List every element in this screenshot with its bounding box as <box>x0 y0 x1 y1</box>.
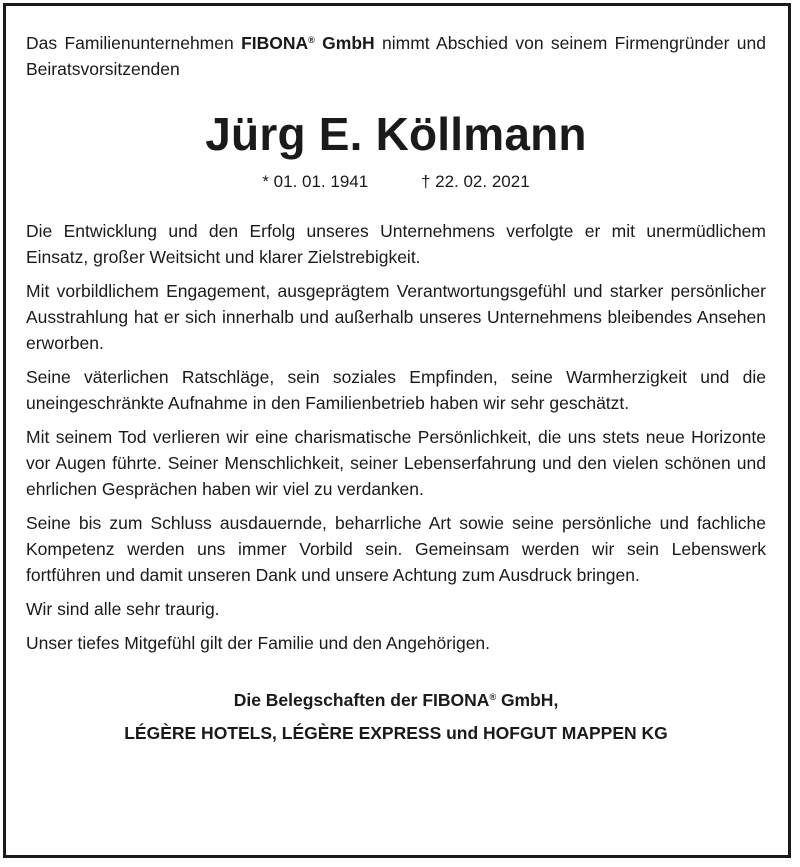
paragraph: Wir sind alle sehr traurig. <box>26 599 220 619</box>
paragraph: Mit vorbildlichem Engagement, ausgeprägtem Verantwortungsgefühl und starker persönlicher Ausstrahlung hat er sich innerhalb und außerhalb unseres Unternehmens bleibendes Ansehen erworben. <box>26 281 766 353</box>
intro-company-name: FIBONA <box>241 33 309 53</box>
signature-line-1-prefix: Die Belegschaften der FIBONA <box>233 690 490 710</box>
life-dates <box>26 170 766 194</box>
intro-text <box>26 30 766 82</box>
paragraph: Mit seinem Tod verlieren wir eine charismatische Persönlichkeit, die uns stets neue Horizonte vor Augen führte. Seiner Menschlichkeit, seiner Lebenserfahrung und den vielen schönen und ehrlichen Gesprächen haben wir viel zu verdanken. <box>26 427 766 499</box>
paragraph: Seine bis zum Schluss ausdauernde, beharrliche Art sowie seine persönliche und fachliche Kompetenz werden uns immer Vorbild sein. Gemeinsam werden wir sein Lebenswerk fortführen und damit unseren Dank und unsere Achtung zum Ausdruck bringen. <box>26 513 766 585</box>
obituary-notice <box>26 30 766 750</box>
intro-company <box>241 33 375 53</box>
intro-company-suffix: GmbH <box>314 33 375 53</box>
signature-line-2: LÉGÈRE HOTELS, LÉGÈRE EXPRESS und HOFGUT MAPPEN KG <box>124 723 668 743</box>
deceased-name: Jürg E. Köllmann <box>205 108 587 160</box>
intro-before: Das Familienunternehmen <box>26 33 242 53</box>
signature-line-1-suffix: GmbH, <box>496 690 559 710</box>
intro-registered-mark: ® <box>308 35 315 45</box>
paragraph: Unser tiefes Mitgefühl gilt der Familie und den Angehörigen. <box>26 633 491 653</box>
intro-after: nimmt Abschied von seinem Firmengründer und Beiratsvorsitzenden <box>26 33 766 79</box>
paragraph: Die Entwicklung und den Erfolg unseres Unternehmens verfolgte er mit unermüdlichem Einsatz, großer Weitsicht und klarer Zielstrebigkeit. <box>26 221 766 267</box>
birth-date: * 01. 01. 1941 <box>262 172 369 191</box>
paragraph: Seine väterlichen Ratschläge, sein soziales Empfinden, seine Warmherzigkeit und die uneingeschränkte Aufnahme in den Familienbetrieb haben wir sehr geschätzt. <box>26 367 766 413</box>
body-text <box>26 218 766 656</box>
signature-registered-mark: ® <box>489 692 497 702</box>
signature <box>26 684 766 750</box>
death-date: † 22. 02. 2021 <box>420 172 530 191</box>
signature-line-1 <box>26 684 766 717</box>
